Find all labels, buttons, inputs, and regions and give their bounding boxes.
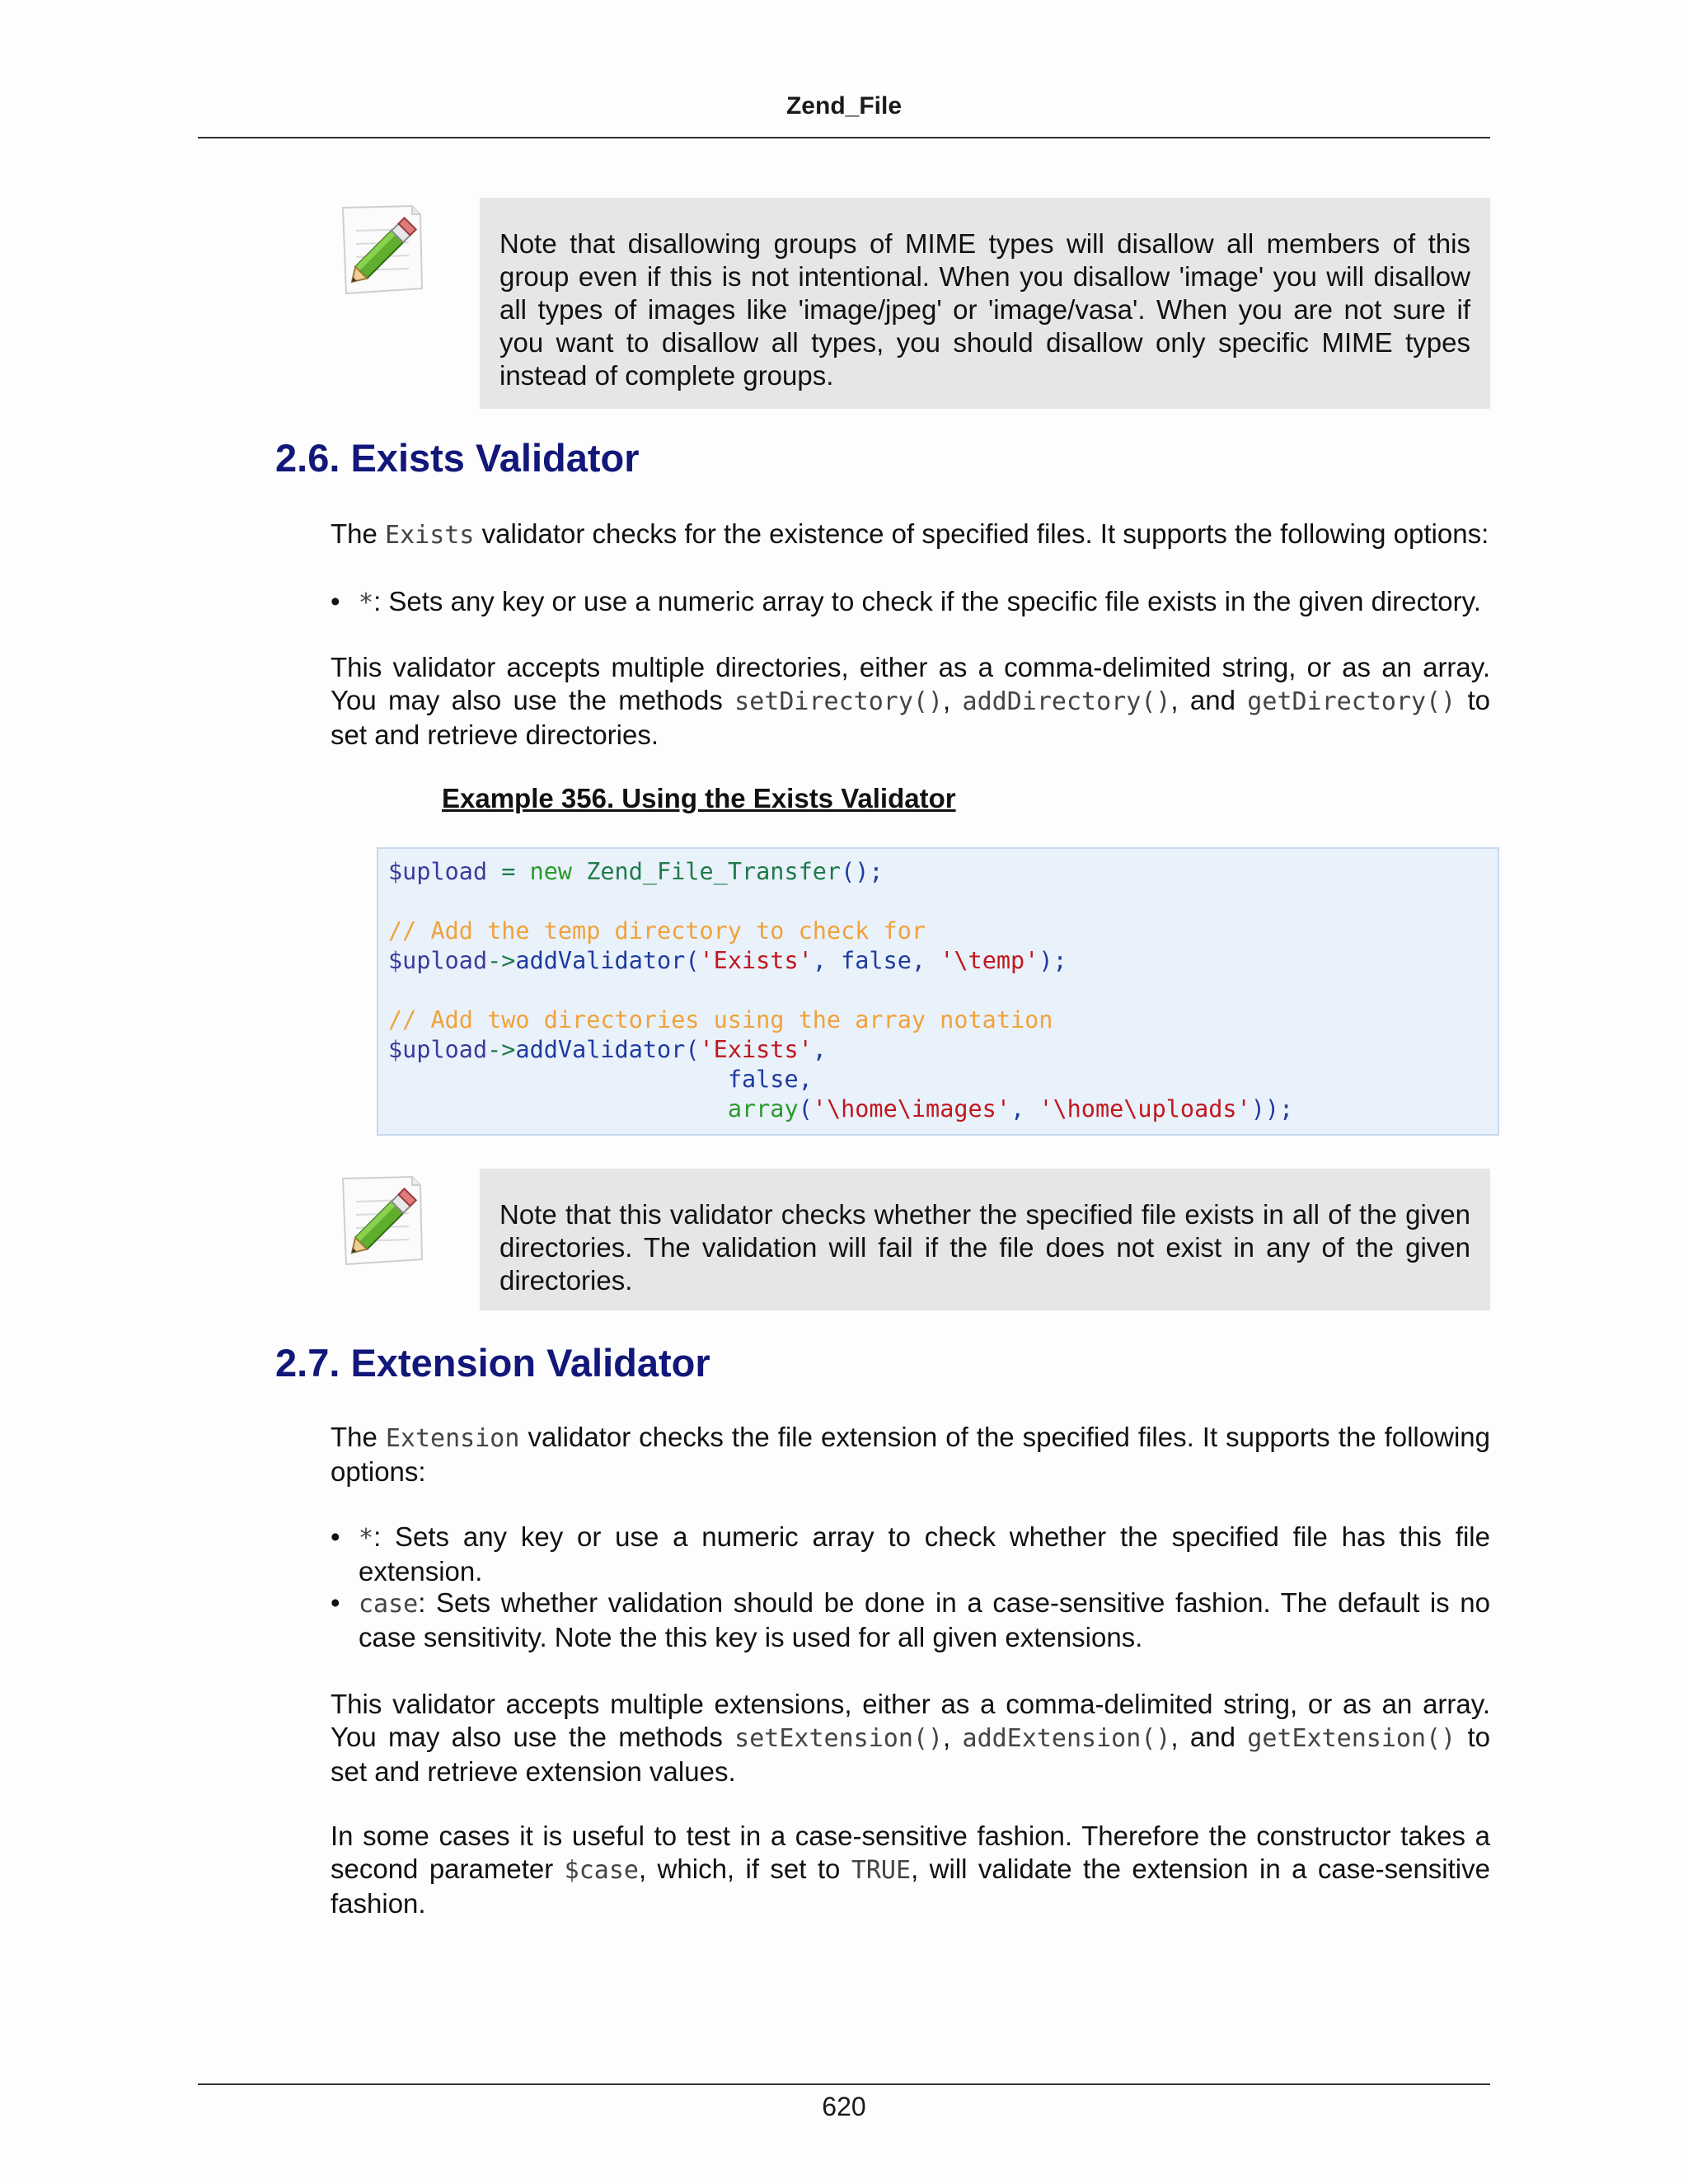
exists-intro-paragraph: The Exists validator checks for the existence of specified files. It supports the following options: (331, 518, 1489, 550)
list-item: • *: Sets any key or use a numeric array to check whether the specified file has this file extension. (331, 1521, 1490, 1586)
code-line: false, (727, 1066, 813, 1093)
page-header-title: Zend_File (785, 92, 903, 120)
code-line: $upload = new Zend_File_Transfer(); (388, 858, 884, 885)
note-box: Note that this validator checks whether the specified file exists in all of the given directories. The validation will fail if the file does not exist in any of the given directories. (480, 1169, 1490, 1310)
code-line: array('\home\images', '\home\uploads')); (727, 1095, 1294, 1122)
inline-code: Exists (385, 521, 475, 550)
code-line-blank (388, 887, 1488, 916)
inline-code: * (359, 1524, 374, 1553)
code-line: $upload->addValidator('Exists', (388, 1036, 827, 1063)
section-heading-exists: 2.6. Exists Validator (275, 436, 640, 480)
example-title: Example 356. Using the Exists Validator (442, 783, 956, 813)
footer-rule (198, 2083, 1490, 2085)
code-comment: // Add two directories using the array notation (388, 1006, 1053, 1033)
section-heading-extension: 2.7. Extension Validator (275, 1341, 710, 1385)
inline-code: case (359, 1590, 419, 1619)
exists-methods-paragraph: This validator accepts multiple directories, either as a comma-delimited string, or as an array. You may also use the methods setDirectory(), addDirectory(), and getDirectory() to set and retrieve directories. (331, 652, 1490, 750)
note-box: Note that disallowing groups of MIME types will disallow all members of this group even if this is not intentional. When you disallow 'image' you will disallow all types of images like 'image/jpeg' or 'image/vasa'. When you are not sure if you want to disallow all types, you should disallow only specific MIME types instead of complete groups. (480, 198, 1490, 409)
code-comment: // Add the temp directory to check for (388, 917, 926, 944)
code-block (377, 847, 1499, 1136)
page-number: 620 (822, 2092, 866, 2121)
list-item: • *: Sets any key or use a numeric array to check if the specific file exists in the given directory. (331, 586, 1481, 617)
pencil-note-icon (336, 1174, 427, 1271)
inline-code: Extension (385, 1424, 520, 1453)
extension-intro-paragraph: The Extension validator checks the file extension of the specified files. It supports the following options: (331, 1422, 1490, 1487)
case-sensitive-paragraph: In some cases it is useful to test in a case-sensitive fashion. Therefore the constructor takes a second parameter $case, which, if set to TRUE, will validate the extension in a case-sensitive fashion. (331, 1821, 1490, 1919)
pencil-note-icon (336, 203, 427, 300)
header-rule (198, 137, 1490, 138)
list-item: • case: Sets whether validation should be done in a case-sensitive fashion. The default is no case sensitivity. Note the this key is used for all given extensions. (331, 1587, 1490, 1652)
extension-methods-paragraph: This validator accepts multiple extensions, either as a comma-delimited string, or as an array. You may also use the methods setExtension(), addExtension(), and getExtension() to set and retrieve extension values. (331, 1689, 1490, 1787)
inline-code: * (359, 588, 374, 617)
code-line-blank (388, 976, 1488, 1005)
code-line: $upload->addValidator('Exists', false, '\temp'); (388, 947, 1067, 974)
